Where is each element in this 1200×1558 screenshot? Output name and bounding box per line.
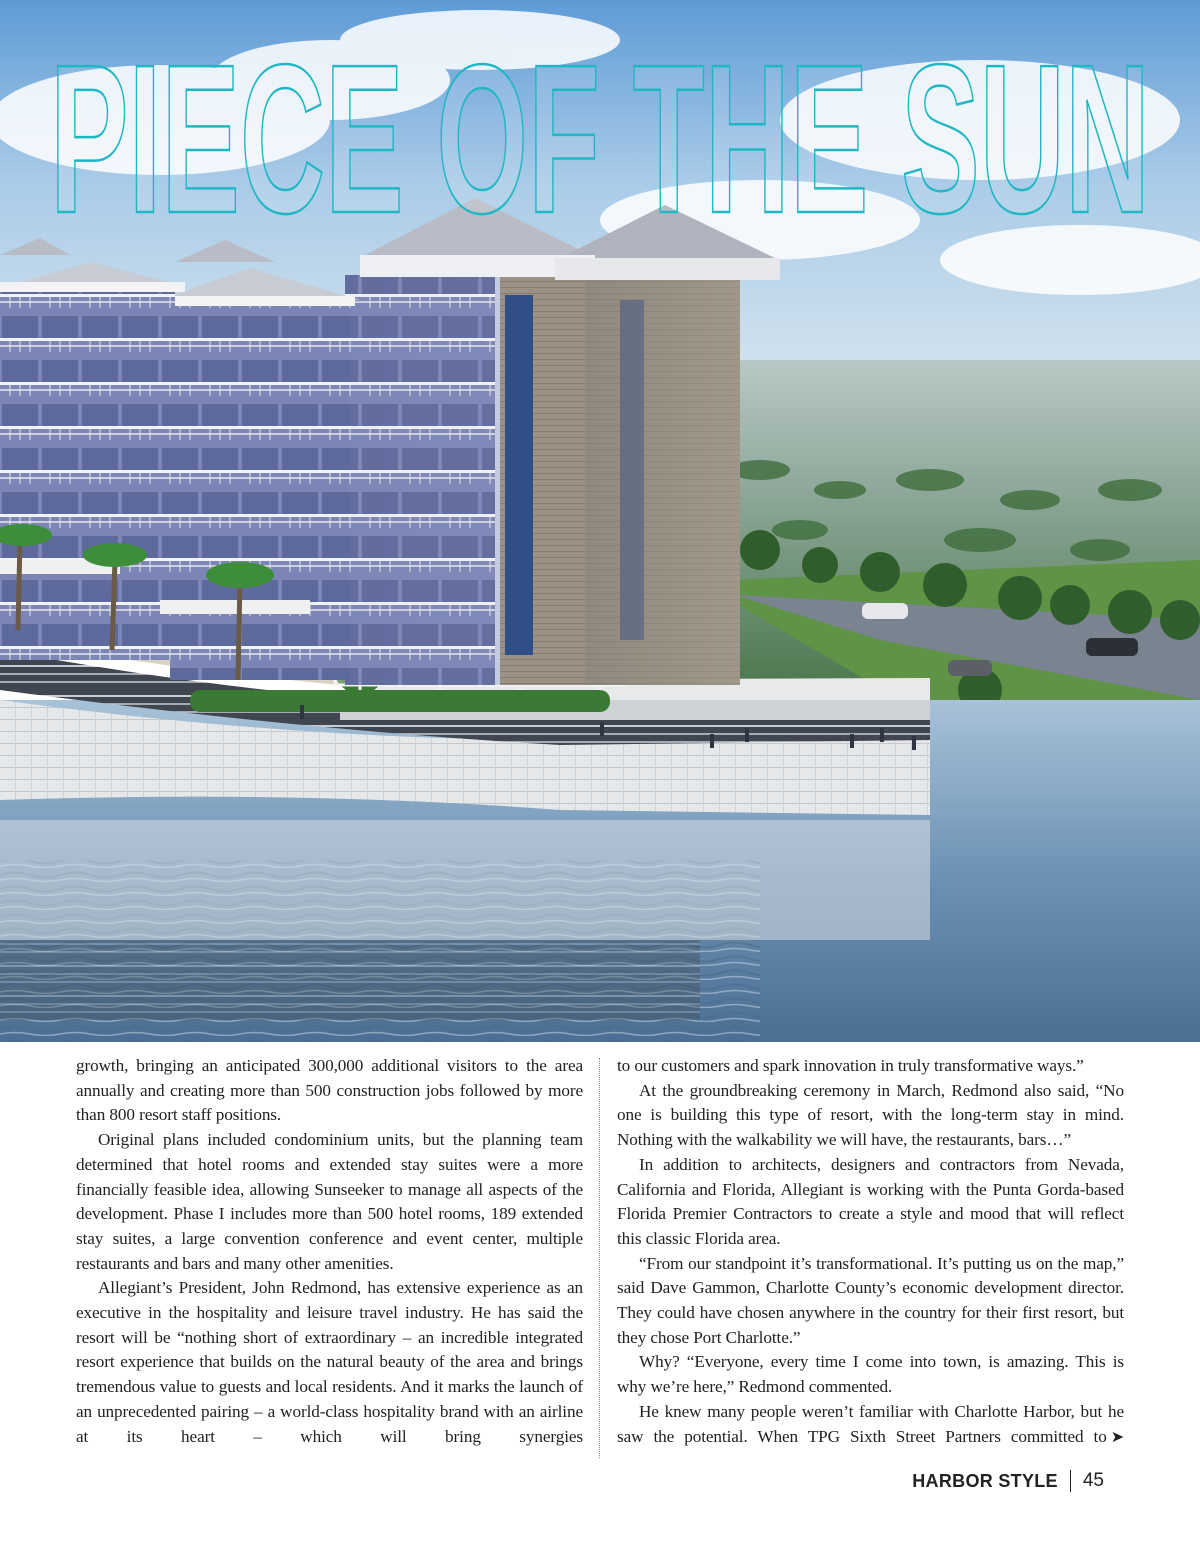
paragraph: Original plans included condominium units, but the planning team determined that hotel rooms and extended stay suites were a more financially feasible idea, allowing Sunseeker to manage all aspects of the development. Phase I includes more than 500 hotel rooms, 189 extended stay suites, a large convention conference and event center, multiple restaurants and bars and many other amenities. <box>76 1130 583 1273</box>
mid-wing <box>160 268 360 680</box>
paragraph: In addition to architects, designers and contractors from Nevada, California and Florida, Allegiant is working with the Punta Gorda-based Florida Premier Contractors to create a style and mood that will reflect this classic Florida area. <box>617 1154 1124 1248</box>
article-column-left <box>76 1054 583 1449</box>
magazine-name: HARBOR STYLE <box>912 1470 1058 1491</box>
main-tower <box>345 198 780 685</box>
column-divider <box>599 1058 600 1458</box>
paragraph: Why? “Everyone, every time I come into town, is amazing. This is why we’re here,” Redmond commented. <box>617 1352 1124 1397</box>
paragraph-text: He knew many people weren’t familiar with Charlotte Harbor, but he saw the potential. When TPG Sixth Street Partners committed to <box>617 1401 1124 1446</box>
paragraph: Allegiant’s President, John Redmond, has extensive experience as an executive in the hospitality and leisure travel industry. He has said the resort will be “nothing short of extraordinary – an incredible integrated resort experience that builds on the natural beauty of the area and brings tremendous value to guests and local residents. And it marks the launch of an unprecedented pairing – a world-class hospitality brand with an airline at its heart – which will bring synergies <box>76 1278 583 1446</box>
headline: PIECE OF THE SUN <box>50 20 1150 257</box>
article-column-right <box>617 1054 1124 1449</box>
page-footer <box>912 1466 1104 1496</box>
paragraph: “From our standpoint it’s transformational. It’s putting us on the map,” said Dave Gammon, Charlotte County’s economic development director. They could have chosen anywhere in the country for their first resort, but they chose Port Charlotte.” <box>617 1253 1124 1347</box>
page-number: 45 <box>1082 1470 1104 1491</box>
continue-arrow-icon: ➤ <box>1110 1426 1124 1446</box>
paragraph-final <box>617 1400 1124 1449</box>
paragraph: At the groundbreaking ceremony in March, Redmond also said, “No one is building this type of resort, with the long-term stay in mind. Nothing with the walkability we will have, the restaurants, bars…” <box>617 1080 1124 1150</box>
paragraph: to our customers and spark innovation in truly transformative ways.” <box>617 1056 1084 1075</box>
footer-separator <box>1070 1470 1071 1492</box>
paragraph: growth, bringing an anticipated 300,000 additional visitors to the area annually and creating more than 500 construction jobs followed by more than 800 resort staff positions. <box>76 1056 583 1125</box>
